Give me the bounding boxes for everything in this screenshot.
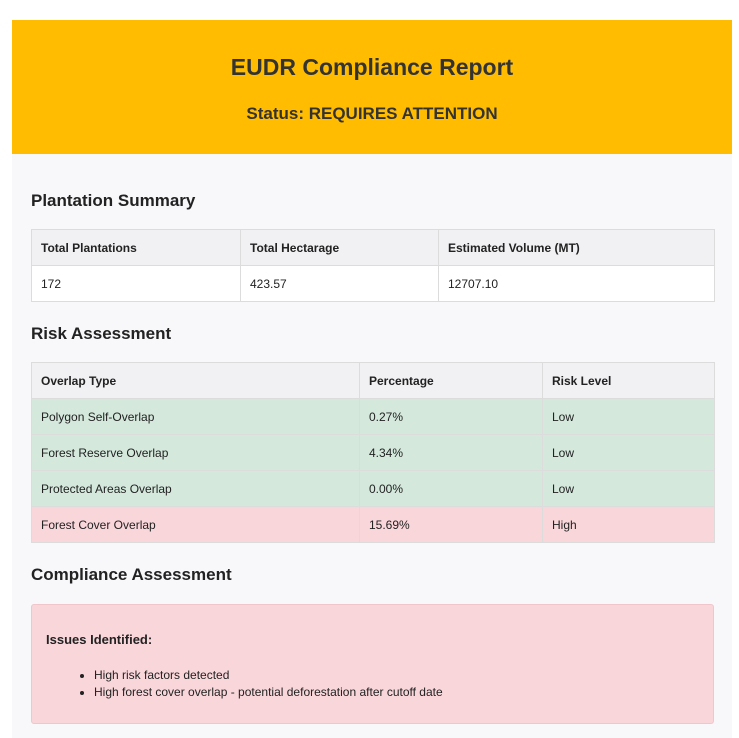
overlap-type-cell: Polygon Self-Overlap [32,399,360,435]
overlap-type-cell: Protected Areas Overlap [32,471,360,507]
compliance-report [12,20,732,738]
column-header: Risk Level [543,363,715,399]
percentage-cell: 4.34% [360,435,543,471]
list-item: • High forest cover overlap - potential deforestation after cutoff date [94,684,699,701]
total-hectarage-value: 423.57 [241,266,439,302]
plantation-summary-table [31,229,715,302]
column-header: Percentage [360,363,543,399]
column-header: Estimated Volume (MT) [439,230,715,266]
table-row [32,507,715,543]
list-item: • High risk factors detected [94,667,699,684]
column-header: Total Plantations [32,230,241,266]
table-row [32,399,715,435]
risk-level-cell: Low [543,399,715,435]
column-header: Total Hectarage [241,230,439,266]
issues-alert-box [31,604,714,724]
total-plantations-value: 172 [32,266,241,302]
column-header: Overlap Type [32,363,360,399]
overlap-type-cell: Forest Reserve Overlap [32,435,360,471]
estimated-volume-value: 12707.10 [439,266,715,302]
report-content [12,154,732,724]
table-header-row [32,230,715,266]
compliance-assessment-title: Compliance Assessment [31,565,232,584]
report-status: Status: REQUIRES ATTENTION [246,104,498,123]
percentage-cell: 15.69% [360,507,543,543]
risk-level-cell: Low [543,435,715,471]
risk-assessment-title: Risk Assessment [31,324,172,343]
issues-list [46,667,699,701]
table-header-row [32,363,715,399]
risk-level-cell: Low [543,471,715,507]
risk-level-cell: High [543,507,715,543]
percentage-cell: 0.00% [360,471,543,507]
report-header [12,20,732,154]
table-row [32,435,715,471]
risk-assessment-table [31,362,715,543]
issues-title: Issues Identified: [46,632,153,647]
overlap-type-cell: Forest Cover Overlap [32,507,360,543]
plantation-summary-title: Plantation Summary [31,191,196,210]
table-row [32,266,715,302]
percentage-cell: 0.27% [360,399,543,435]
report-title: EUDR Compliance Report [230,54,514,80]
table-row [32,471,715,507]
